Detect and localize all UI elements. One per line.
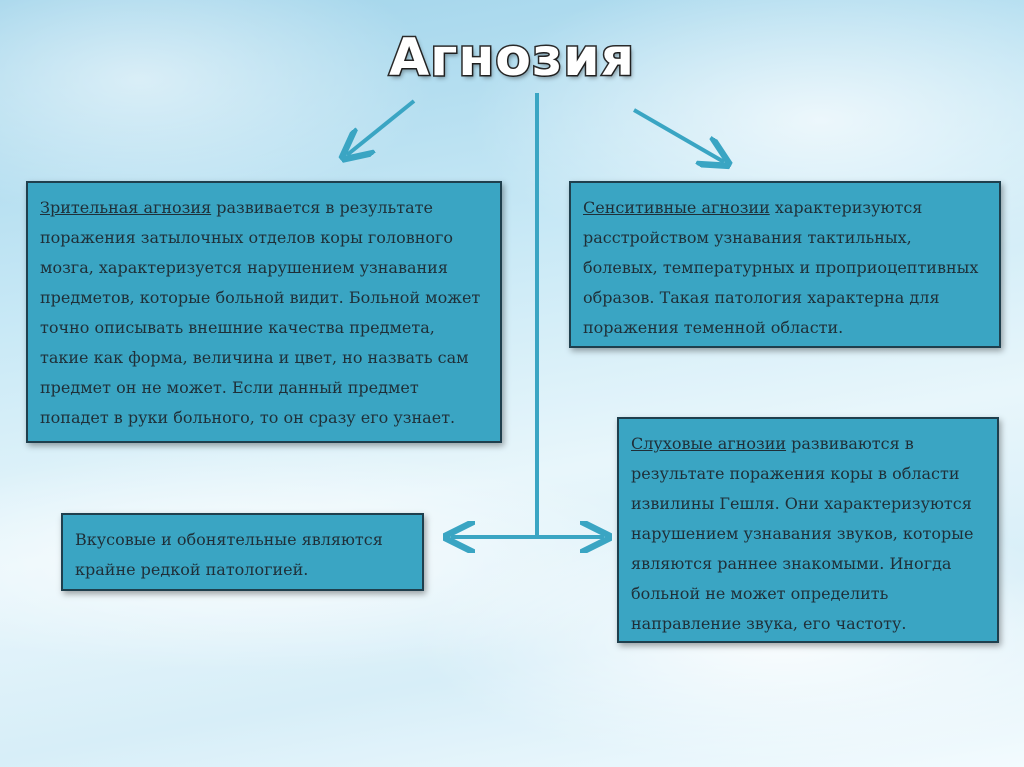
auditory-agnosia-text: развиваются в результате поражения коры в области извилины Гешля. Они характеризуются нарушением узнавания звуков, которые являются раннее знакомыми. Иногда больной не может определить направление звука, его частоту. [631, 434, 974, 633]
taste-smell-agnosia-text: Вкусовые и обонятельные являются крайне редкой патологией. [75, 530, 383, 579]
sensitive-agnosia-term: Сенситивные агнозии [583, 198, 770, 217]
arrow-to-sensitive [634, 110, 724, 162]
visual-agnosia-text: развивается в результате поражения затылочных отделов коры головного мозга, характеризуется нарушением узнавания предметов, которые больной видит. Больной может точно описывать внешние качества предмета, такие как форма, величина и цвет, но назвать сам предмет он не может. Если данный предмет попадет в руки больного, то он сразу его узнает. [40, 198, 481, 427]
sensitive-agnosia-box [569, 181, 1001, 348]
sensitive-agnosia-text: характеризуются расстройством узнавания тактильных, болевых, температурных и проприоцептивных образов. Такая патология характерна для поражения теменной области. [583, 198, 979, 337]
page-title: Агнозия [388, 28, 636, 88]
arrow-to-visual [347, 101, 414, 155]
visual-agnosia-term: Зрительная агнозия [40, 198, 212, 217]
auditory-agnosia-box [617, 417, 999, 643]
auditory-agnosia-term: Слуховые агнозии [631, 434, 787, 453]
taste-smell-agnosia-box [61, 513, 424, 591]
visual-agnosia-box [26, 181, 502, 443]
